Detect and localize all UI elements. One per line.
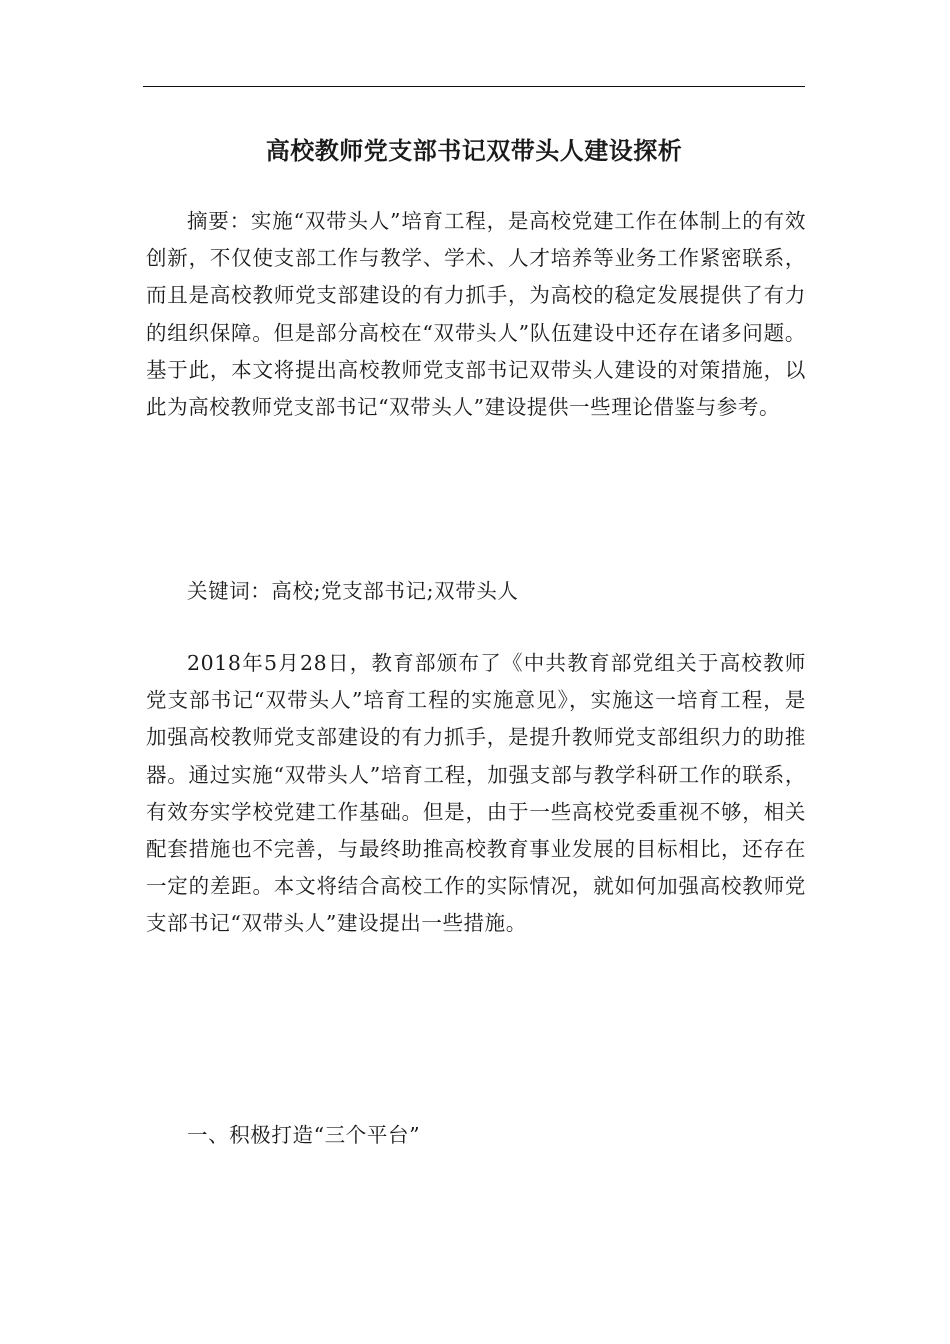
- document-title: 高校教师党支部书记双带头人建设探析: [265, 136, 683, 165]
- keywords-paragraph: 关键词：高校;党支部书记;双带头人: [187, 579, 519, 603]
- abstract-paragraph: 摘要：实施“双带头人”培育工程，是高校党建工作在体制上的有效创新，不仅使支部工作与教学、学术、人才培养等业务工作紧密联系，而且是高校教师党支部建设的有力抓手，为高校的稳定发展提供了有力的组织保障。但是部分高校在“双带头人”队伍建设中还存在诸多问题。基于此，本文将提出高校教师党支部书记双带头人建设的对策措施，以此为高校教师党支部书记“双带头人”建设提供一些理论借鉴与参考。: [146, 209, 806, 420]
- header-rule: [143, 86, 805, 87]
- section-heading: 一、积极打造“三个平台”: [187, 1123, 421, 1147]
- intro-paragraph: 2018年5月28日，教育部颁布了《中共教育部党组关于高校教师党支部书记“双带头人”培育工程的实施意见》，实施这一培育工程，是加强高校教师党支部建设的有力抓手，是提升教师党支部组织力的助推器。通过实施“双带头人”培育工程，加强支部与教学科研工作的联系，有效夯实学校党建工作基础。但是，由于一些高校党委重视不够，相关配套措施也不完善，与最终助推高校教育事业发展的目标相比，还存在一定的差距。本文将结合高校工作的实际情况，就如何加强高校教师党支部书记“双带头人”建设提出一些措施。: [146, 651, 806, 936]
